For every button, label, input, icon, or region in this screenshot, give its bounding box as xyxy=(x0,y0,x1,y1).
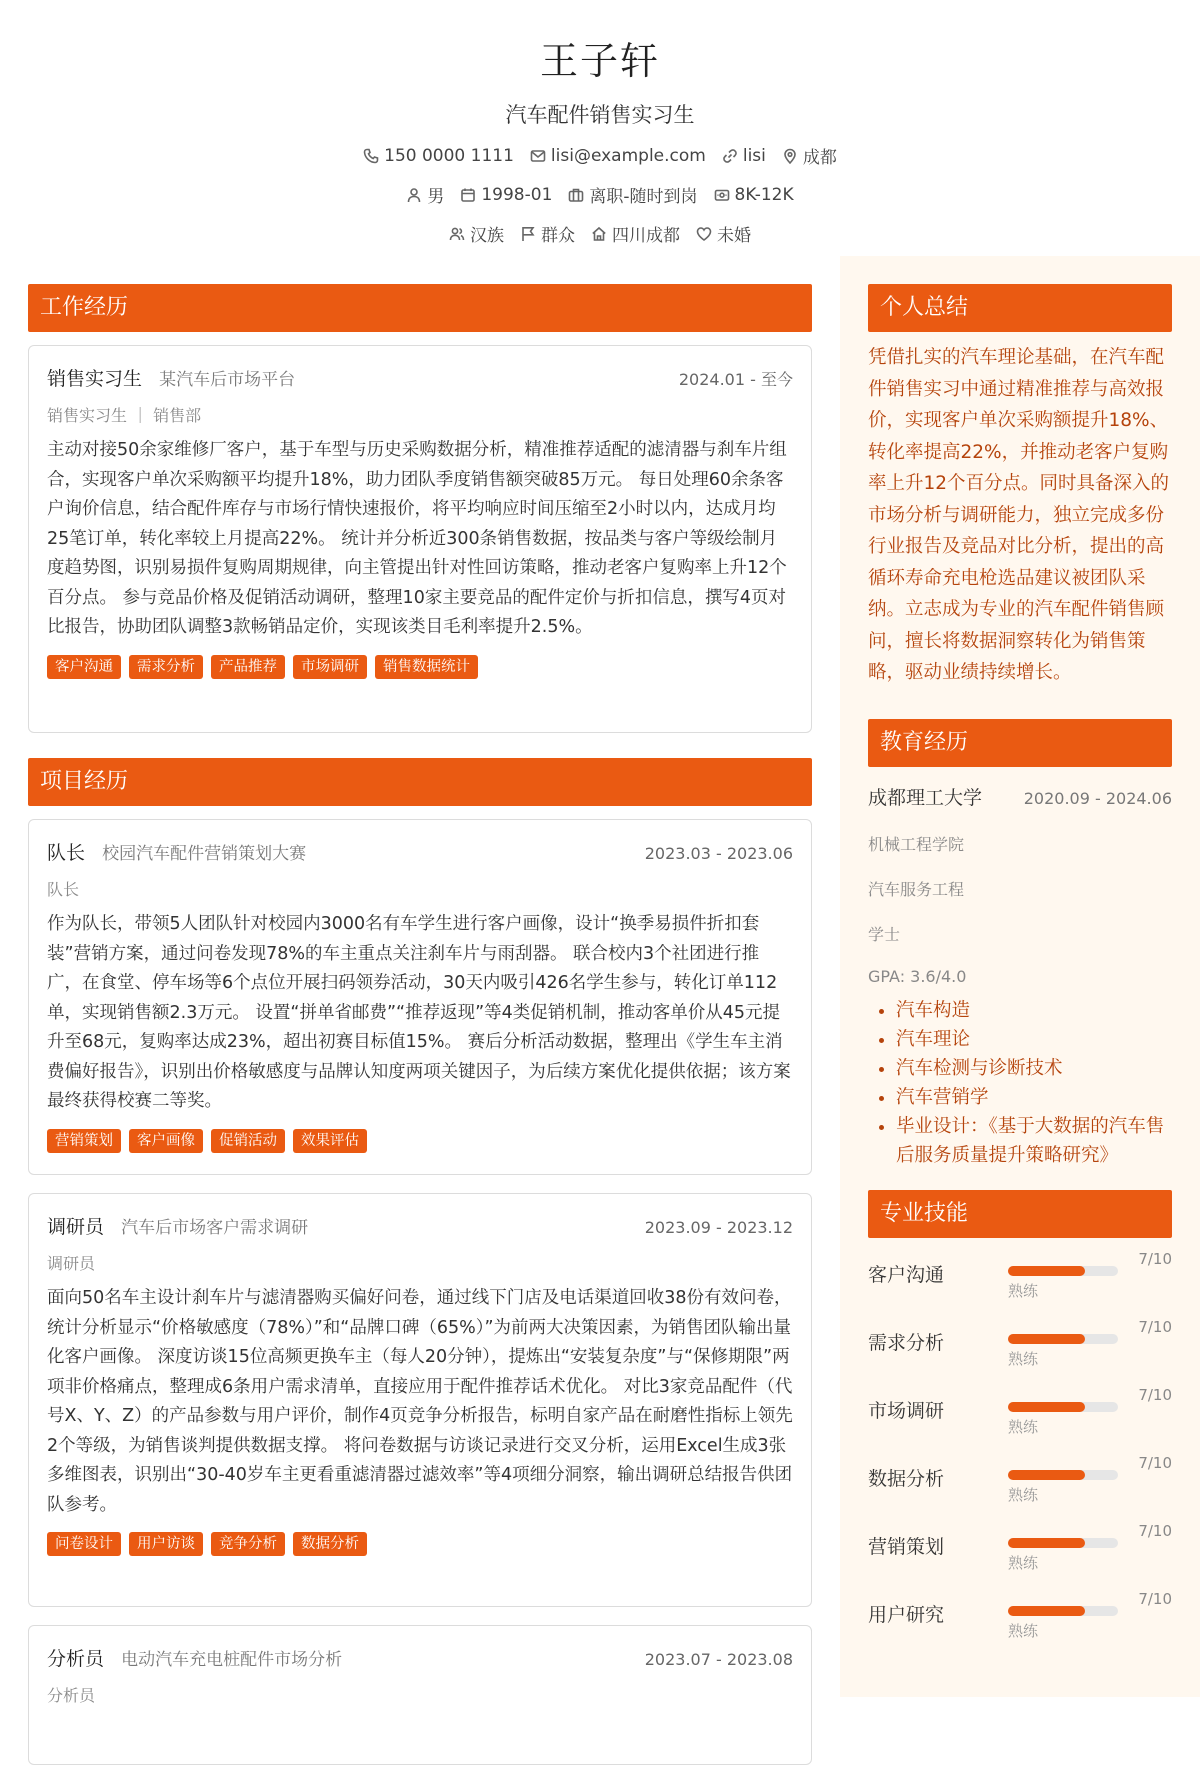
section-title-education: 教育经历 xyxy=(868,719,1172,767)
skill-score: 7/10 xyxy=(1138,1521,1172,1540)
skill-level: 熟练 xyxy=(1008,1349,1039,1368)
skill-list xyxy=(868,1242,1172,1650)
project-sub: 队长 xyxy=(47,880,80,899)
status-text: 离职-随时到岗 xyxy=(589,187,698,207)
tag: 营销策划 xyxy=(47,1129,121,1153)
skill-score: 7/10 xyxy=(1138,1589,1172,1608)
project-desc: 面向50名车主设计刹车片与滤清器购买偏好问卷，通过线下门店及电话渠道回收38份有效问卷，统计分析显示“价格敏感度（78%）”和“品牌口碑（65%）”为前两大决策因素，为销售团队输出量化客户画像。 深度访谈15位高频更换车主（每人20分钟），提炼出“安装复杂度”与“保修期限”两项非价格痛点，整理成6条用户需求清单，直接应用于配件推荐话术优化。 对比3家竞品配件（代号X、Y、Z）的产品参数与用户评价，制作4页竞争分析报告，标明自家产品在耐磨性指标上领先2个等级，为销售谈判提供数据支撑。 将问卷数据与访谈记录进行交叉分析，运用Excel生成3张多维图表，识别出“30-40岁车主更看重滤清器过滤效率”等4项细分洞察，输出调研总结报告供团队参考。 xyxy=(47,1288,793,1515)
course-list xyxy=(868,996,1172,1170)
list-item: • 汽车营销学 xyxy=(896,1083,1172,1112)
skill-score: 7/10 xyxy=(1138,1385,1172,1404)
birth-info xyxy=(460,182,552,207)
marital-info xyxy=(696,221,751,246)
project-title: 队长 xyxy=(47,842,86,864)
work-tags xyxy=(47,655,793,679)
project-title: 分析员 xyxy=(47,1648,105,1670)
tag: 竞争分析 xyxy=(211,1532,285,1556)
birth-text: 1998-01 xyxy=(481,184,553,205)
project-org: 电动汽车充电桩配件市场分析 xyxy=(121,1650,343,1670)
list-item: • 汽车构造 xyxy=(896,996,1172,1025)
phone-text: 150 0000 1111 xyxy=(384,145,514,166)
salary-text: 8K-12K xyxy=(734,184,794,205)
skill-row xyxy=(868,1582,1172,1650)
mail-icon xyxy=(530,148,546,164)
project-date: 2023.07 - 2023.08 xyxy=(644,1650,793,1669)
tag: 效果评估 xyxy=(293,1129,367,1153)
skill-level: 熟练 xyxy=(1008,1485,1039,1504)
sidebar-column xyxy=(868,284,1172,1650)
ethnicity-info xyxy=(449,221,504,246)
edu-date: 2020.09 - 2024.06 xyxy=(1023,788,1172,808)
briefcase-icon xyxy=(568,187,584,203)
wechat-info xyxy=(722,143,766,168)
skill-fill xyxy=(1008,1266,1085,1276)
section-title-summary: 个人总结 xyxy=(868,284,1172,332)
city-info xyxy=(782,143,837,168)
wechat-text: lisi xyxy=(742,145,766,166)
skill-row xyxy=(868,1446,1172,1514)
email-text: lisi@example.com xyxy=(550,145,706,166)
list-item: • 汽车理论 xyxy=(896,1025,1172,1054)
skill-name: 用户研究 xyxy=(868,1603,945,1626)
skill-level: 熟练 xyxy=(1008,1553,1039,1572)
list-item: • 汽车检测与诊断技术 xyxy=(896,1054,1172,1083)
hometown-text: 四川成都 xyxy=(612,226,680,246)
skill-bar xyxy=(1008,1470,1118,1480)
project-tags xyxy=(47,1129,793,1153)
work-sub: 销售实习生 ｜ 销售部 xyxy=(47,406,202,425)
resume-header xyxy=(0,0,1200,246)
project-tags xyxy=(47,1532,793,1556)
ethnicity-text: 汉族 xyxy=(470,226,504,246)
salary-info xyxy=(714,182,794,207)
skill-row xyxy=(868,1514,1172,1582)
skill-bar xyxy=(1008,1538,1118,1548)
candidate-role: 汽车配件销售实习生 xyxy=(505,103,695,127)
skill-name: 市场调研 xyxy=(868,1399,945,1422)
project-card xyxy=(28,1625,812,1765)
section-title-skills: 专业技能 xyxy=(868,1190,1172,1238)
skill-fill xyxy=(1008,1606,1085,1616)
background-line xyxy=(0,221,1200,246)
skill-fill xyxy=(1008,1538,1085,1548)
link-icon xyxy=(722,148,738,164)
person-icon xyxy=(406,187,422,203)
skill-fill xyxy=(1008,1470,1085,1480)
calendar-icon xyxy=(460,187,476,203)
skill-bar xyxy=(1008,1334,1118,1344)
project-title: 调研员 xyxy=(47,1216,105,1238)
edu-gpa: GPA: 3.6/4.0 xyxy=(868,966,967,986)
project-card xyxy=(28,1193,812,1607)
politics-info xyxy=(520,221,575,246)
work-date: 2024.01 - 至今 xyxy=(678,370,793,389)
skill-name: 数据分析 xyxy=(868,1467,945,1490)
wallet-icon xyxy=(714,187,730,203)
main-column xyxy=(28,284,812,1765)
phone-info xyxy=(363,143,514,168)
skill-level: 熟练 xyxy=(1008,1417,1039,1436)
work-card xyxy=(28,345,812,733)
skill-bar xyxy=(1008,1266,1118,1276)
project-date: 2023.09 - 2023.12 xyxy=(644,1218,793,1237)
skill-bar xyxy=(1008,1402,1118,1412)
phone-icon xyxy=(363,148,379,164)
skill-name: 需求分析 xyxy=(868,1331,945,1354)
marital-text: 未婚 xyxy=(717,226,751,246)
skill-row xyxy=(868,1310,1172,1378)
contact-line xyxy=(0,143,1200,168)
skill-score: 7/10 xyxy=(1138,1317,1172,1336)
hometown-info xyxy=(591,221,680,246)
skill-score: 7/10 xyxy=(1138,1249,1172,1268)
edu-college: 机械工程学院 xyxy=(868,834,965,854)
project-sub: 分析员 xyxy=(47,1686,96,1705)
skill-row xyxy=(868,1378,1172,1446)
skill-bar xyxy=(1008,1606,1118,1616)
project-sub: 调研员 xyxy=(47,1254,96,1273)
home-icon xyxy=(591,226,607,242)
candidate-name: 王子轩 xyxy=(539,39,660,83)
work-desc: 主动对接50余家维修厂客户，基于车型与历史采购数据分析，精准推荐适配的滤清器与刹车片组合，实现客户单次采购额平均提升18%，助力团队季度销售额突破85万元。 每日处理60余条客户询价信息，结合配件库存与市场行情快速报价，将平均响应时间压缩至2小时以内，达成月均25笔订单，转化率较上月提高22%。 统计并分析近300条销售数据，按品类与客户等级绘制月度趋势图，识别易损件复购周期规律，向主管提出针对性回访策略，推动老客户复购率上升12个百分点。 参与竞品价格及促销活动调研，整理10家主要竞品的配件定价与折扣信息，撰写4页对比报告，协助团队调整3款畅销品定价，实现该类目毛利率提升2.5%。 xyxy=(47,440,787,637)
city-text: 成都 xyxy=(802,148,837,168)
skill-fill xyxy=(1008,1334,1085,1344)
politics-text: 群众 xyxy=(541,226,575,246)
summary-text: 凭借扎实的汽车理论基础，在汽车配件销售实习中通过精准推荐与高效报价，实现客户单次采购额提升18%、转化率提高22%，并推动老客户复购率上升12个百分点。同时具备深入的市场分析与调研能力，独立完成多份行业报告及竞品对比分析，提出的高循环寿命充电枪选品建议被团队采纳。立志成为专业的汽车配件销售顾问，擅长将数据洞察转化为销售策略，驱动业绩持续增长。 xyxy=(868,347,1170,683)
section-title-projects: 项目经历 xyxy=(28,758,812,806)
skill-name: 营销策划 xyxy=(868,1535,945,1558)
tag: 市场调研 xyxy=(293,655,367,679)
skill-level: 熟练 xyxy=(1008,1621,1039,1640)
tag: 促销活动 xyxy=(211,1129,285,1153)
tag: 客户沟通 xyxy=(47,655,121,679)
project-org: 汽车后市场客户需求调研 xyxy=(121,1218,309,1238)
edu-major: 汽车服务工程 xyxy=(868,879,965,899)
section-title-work: 工作经历 xyxy=(28,284,812,332)
tag: 产品推荐 xyxy=(211,655,285,679)
project-desc: 作为队长，带领5人团队针对校园内3000名有车学生进行客户画像，设计“换季易损件折扣套装”营销方案，通过问卷发现78%的车主重点关注刹车片与雨刮器。 联合校内3个社团进行推广，在食堂、停车场等6个点位开展扫码领券活动，30天内吸引426名学生参与，转化订单112单，实现销售额2.3万元。 设置“拼单省邮费”“推荐返现”等4类促销机制，推动客单价从45元提升至68元，复购率达成23%，超出初赛目标值15%。 赛后分析活动数据，整理出《学生车主消费偏好报告》，识别出价格敏感度与品牌认知度两项关键因子，为后续方案优化提供依据；该方案最终获得校赛二等奖。 xyxy=(47,914,791,1111)
skill-fill xyxy=(1008,1402,1085,1412)
skill-row xyxy=(868,1242,1172,1310)
skill-level: 熟练 xyxy=(1008,1281,1039,1300)
heart-icon xyxy=(696,226,712,242)
gender-info xyxy=(406,182,444,207)
status-info xyxy=(568,182,697,207)
email-info xyxy=(530,143,706,168)
list-item: • 毕业设计：《基于大数据的汽车售后服务质量提升策略研究》 xyxy=(896,1112,1172,1170)
work-org: 某汽车后市场平台 xyxy=(159,370,296,390)
location-icon xyxy=(782,148,798,164)
tag: 数据分析 xyxy=(293,1532,367,1556)
tag: 需求分析 xyxy=(129,655,203,679)
flag-icon xyxy=(520,226,536,242)
people-icon xyxy=(449,226,465,242)
skill-score: 7/10 xyxy=(1138,1453,1172,1472)
project-card xyxy=(28,819,812,1175)
work-title: 销售实习生 xyxy=(47,368,143,390)
edu-school: 成都理工大学 xyxy=(868,786,983,809)
skill-name: 客户沟通 xyxy=(868,1263,945,1286)
tag: 销售数据统计 xyxy=(375,655,478,679)
edu-degree: 学士 xyxy=(868,924,901,944)
gender-text: 男 xyxy=(427,187,445,207)
personal-line xyxy=(0,182,1200,207)
project-org: 校园汽车配件营销策划大赛 xyxy=(102,844,307,864)
project-date: 2023.03 - 2023.06 xyxy=(644,844,793,863)
tag: 客户画像 xyxy=(129,1129,203,1153)
tag: 用户访谈 xyxy=(129,1532,203,1556)
tag: 问卷设计 xyxy=(47,1532,121,1556)
